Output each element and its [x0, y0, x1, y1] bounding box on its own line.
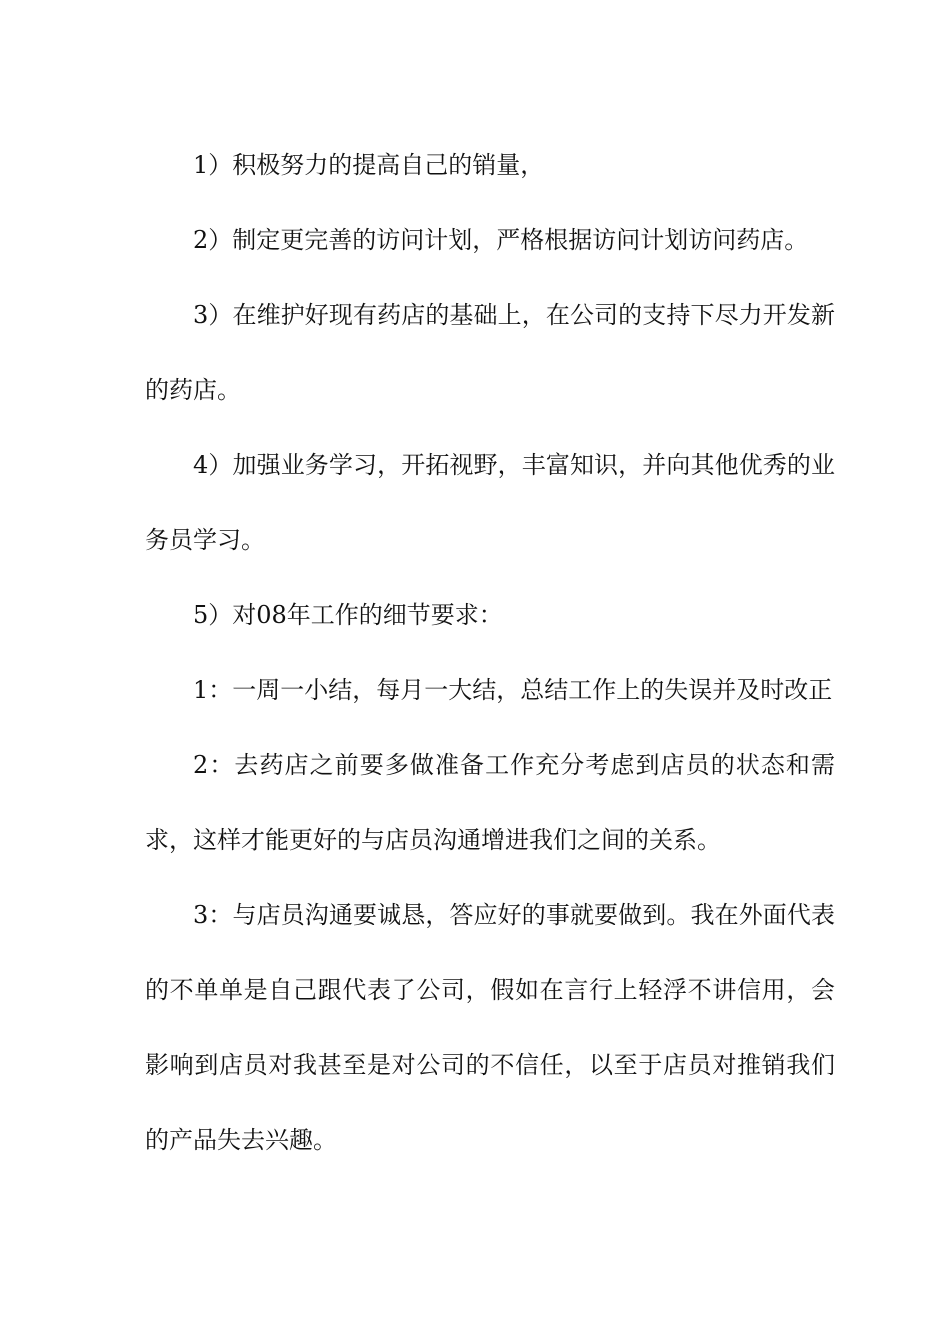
paragraph-goal-4: 4）加强业务学习，开拓视野，丰富知识，并向其他优秀的业务员学习。: [145, 451, 835, 554]
paragraph-goal-1: 1）积极努力的提高自己的销量，: [193, 151, 545, 179]
document-body: [145, 128, 835, 1178]
paragraph-goal-3: 3）在维护好现有药店的基础上，在公司的支持下尽力开发新的药店。: [145, 301, 835, 404]
paragraph-detail-3: 3：与店员沟通要诚恳，答应好的事就要做到。我在外面代表的不单单是自己跟代表了公司，假如在言行上轻浮不讲信用，会影响到店员对我甚至是对公司的不信任，以至于店员对推销我们的产品失去兴趣。: [145, 901, 835, 1154]
paragraph-detail-2: 2：去药店之前要多做准备工作充分考虑到店员的状态和需求，这样才能更好的与店员沟通增进我们之间的关系。: [145, 751, 835, 854]
paragraph-goal-2: 2）制定更完善的访问计划，严格根据访问计划访问药店。: [193, 226, 809, 254]
paragraph-detail-1: 1：一周一小结，每月一大结，总结工作上的失误并及时改正: [193, 676, 833, 704]
paragraph-goal-5: 5）对08年工作的细节要求：: [193, 601, 503, 629]
